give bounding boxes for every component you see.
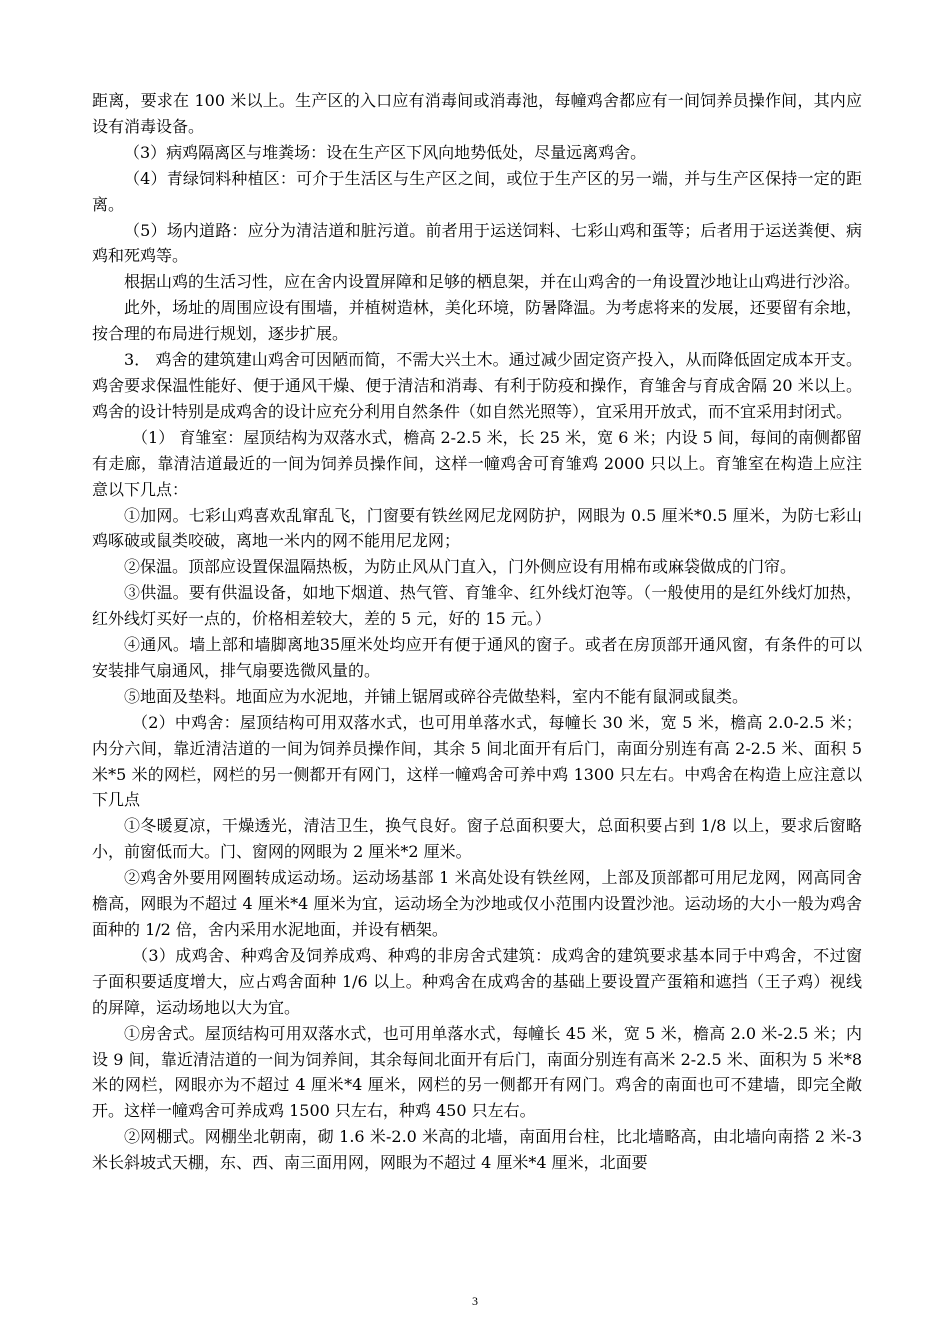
paragraph-habits: 根据山鸡的生活习性，应在舍内设置屏障和足够的栖息架，并在山鸡舍的一角设置沙地让山鸡进行沙浴。 xyxy=(124,272,861,292)
paragraph-isolation-area: （3）病鸡隔离区与堆粪场：设在生产区下风向地势低处，尽量远离鸡舍。 xyxy=(124,142,647,162)
paragraph-grower-house: （2）中鸡舍：屋顶结构可用双落水式，也可用单落水式，每幢长 30 米，宽 5 米，檐高 2.0-2.5 米；内分六间，靠近清洁道的一间为饲养员操作间，其余 5 间北面开有后门，南面分别连有高 2-2.5 米、面积 5 米*5 米的网栏，网栏的另一侧都开有网门，这样一幢鸡舍可养中鸡 1300 只左右。中鸡舍在构造上应注意以下几点 xyxy=(92,712,862,810)
paragraph-net-shed-type: ②网棚式。网棚坐北朝南，砌 1.6 米-2.0 米高的北墙，南面用台柱，比北墙略高，由北墙向南搭 2 米-3 米长斜坡式天棚，东、西、南三面用网，网眼为不超过 4 厘米*4 厘米，北面要 xyxy=(92,1127,862,1173)
paragraph-section-3: 3． 鸡舍的建筑建山鸡舍可因陋而简，不需大兴土木。通过减少固定资产投入，从而降低固定成本开支。鸡舍要求保温性能好、便于通风干燥、便于清洁和消毒、有利于防疫和操作，育雏舍与育成舍隔 20 米以上。鸡舍的设计特别是成鸡舍的设计应充分利用自然条件（如自然光照等），宜采用开放式，而不宜采用封闭式。 xyxy=(92,350,862,421)
paragraph-brooding-room: （1） 育雏室：屋顶结构为双落水式，檐高 2-2.5 米，长 25 米，宽 6 米；内设 5 间，每间的南侧都留有走廊，靠清洁道最近的一间为饲养员操作间，这样一幢鸡舍可育雏鸡 2000 只以上。育雏室在构造上应注意以下几点： xyxy=(92,427,862,499)
page-number: 3 xyxy=(472,1294,478,1308)
paragraph-continued: 距离，要求在 100 米以上。生产区的入口应有消毒间或消毒池，每幢鸡舍都应有一间饲养员操作间，其内应设有消毒设备。 xyxy=(92,91,862,136)
paragraph-heating: ③供温。要有供温设备，如地下烟道、热气管、育雏伞、红外线灯泡等。（一般使用的是红外线灯加热，红外线灯买好一点的，价格相差较大，差的 5 元，好的 15 元。） xyxy=(92,583,862,629)
paragraph-green-feed-area: （4）青绿饲料种植区：可介于生活区与生产区之间，或位于生产区的另一端，并与生产区保持一定的距离。 xyxy=(92,168,862,214)
paragraph-ventilation: ④通风。墙上部和墙脚离地35厘米处均应开有便于通风的窗子。或者在房顶部开通风窗，有条件的可以安装排气扇通风，排气扇要选微风量的。 xyxy=(92,635,862,680)
body-text xyxy=(92,88,862,1176)
paragraph-grower-conditions: ①冬暖夏凉，干燥透光，清洁卫生，换气良好。窗子总面积要大，总面积要占到 1/8 以上，要求后窗略小，前窗低而大。门、窗网的网眼为 2 厘米*2 厘米。 xyxy=(92,816,862,862)
paragraph-exercise-yard: ②鸡舍外要用网圈转成运动场。运动场基部 1 米高处设有铁丝网，上部及顶部都可用尼龙网，网高同舍檐高，网眼为不超过 4 厘米*4 厘米为宜，运动场全为沙地或仅小范围内设置沙池。运动场的大小一般为鸡舍面种的 1/2 倍，舍内采用水泥地面，并设有栖架。 xyxy=(92,868,862,939)
paragraph-netting: ①加网。七彩山鸡喜欢乱窜乱飞，门窗要有铁丝网尼龙网防护，网眼为 0.5 厘米*0.5 厘米，为防七彩山鸡啄破或鼠类咬破，离地一米内的网不能用尼龙网； xyxy=(92,505,862,551)
paragraph-adult-house: （3）成鸡舍、种鸡舍及饲养成鸡、种鸡的非房舍式建筑：成鸡舍的建筑要求基本同于中鸡舍，不过窗子面积要适度增大，应占鸡舍面种 1/6 以上。种鸡舍在成鸡舍的基础上要设置产蛋箱和遮挡（王子鸡）视线的屏障，运动场地以大为宜。 xyxy=(92,945,862,1017)
paragraph-enclosure: 此外，场址的周围应设有围墙，并植树造林，美化环境，防暑降温。为考虑将来的发展，还要留有余地，按合理的布局进行规划，逐步扩展。 xyxy=(92,298,862,344)
paragraph-insulation: ②保温。顶部应设置保温隔热板，为防止风从门直入，门外侧应设有用棉布或麻袋做成的门帘。 xyxy=(124,557,797,577)
paragraph-house-type: ①房舍式。屋顶结构可用双落水式，也可用单落水式，每幢长 45 米，宽 5 米，檐高 2.0 米-2.5 米；内设 9 间，靠近清洁道的一间为饲养间，其余每间北面开有后门，南面分别连有高米 2-2.5 米、面积为 5 米*8 米的网栏，网眼亦为不超过 4 厘米*4 厘米，网栏的另一侧都开有网门。鸡舍的南面也可不建墙，即完全敞开。这样一幢鸡舍可养成鸡 1500 只左右，种鸡 450 只左右。 xyxy=(92,1023,862,1121)
paragraph-roads: （5）场内道路：应分为清洁道和脏污道。前者用于运送饲料、七彩山鸡和蛋等；后者用于运送粪便、病鸡和死鸡等。 xyxy=(92,220,862,266)
paragraph-floor: ⑤地面及垫料。地面应为水泥地，并铺上锯屑或碎谷壳做垫料，室内不能有鼠洞或鼠类。 xyxy=(124,686,749,706)
